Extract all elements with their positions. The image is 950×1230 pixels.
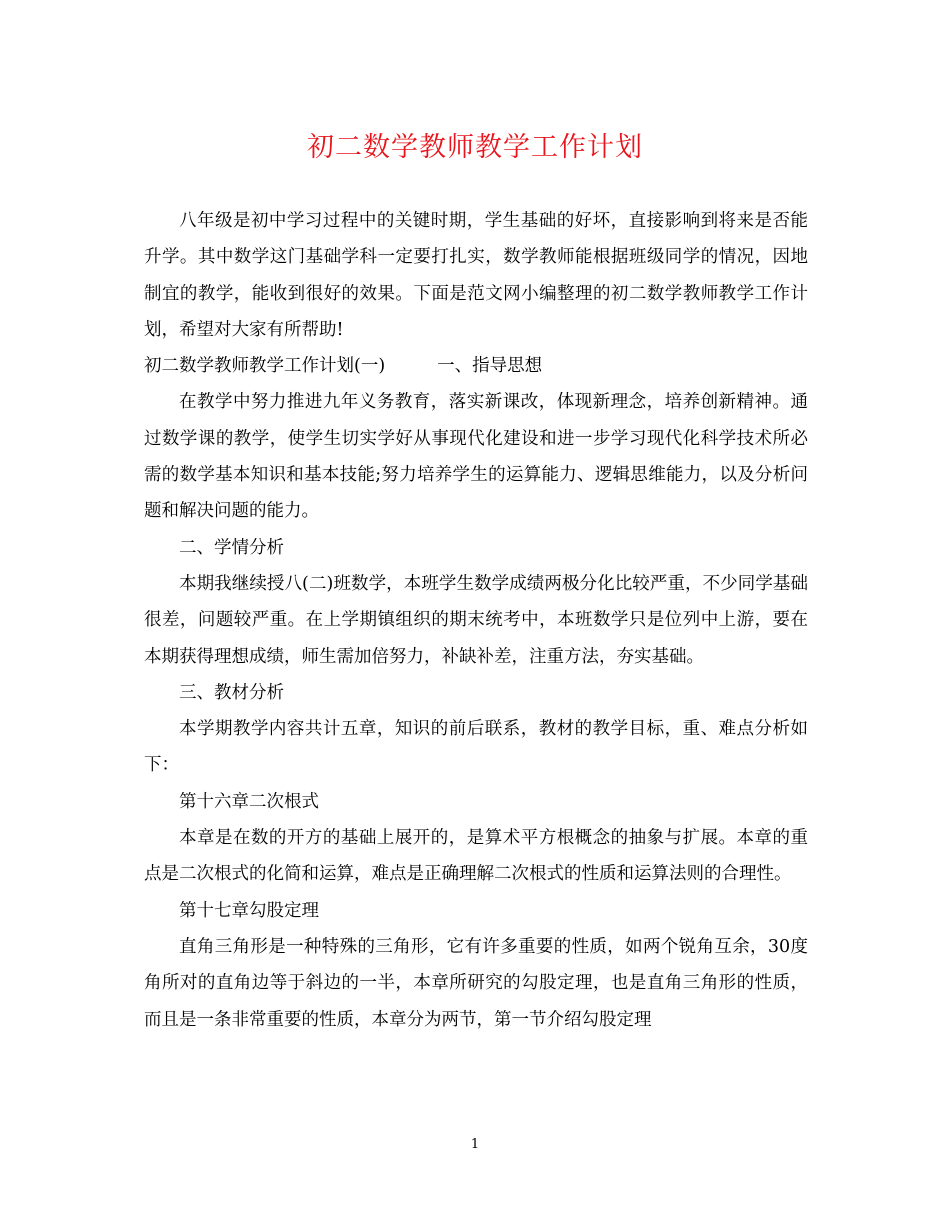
plan-heading-line bbox=[144, 348, 808, 384]
textbook-analysis-heading: 三、教材分析 bbox=[179, 682, 284, 703]
page-number: 1 bbox=[470, 1137, 480, 1152]
guiding-ideology-paragraph: 在教学中努力推进九年义务教育，落实新课改，体现新理念，培养创新精神。通过数学课的教学，使学生切实学好从事现代化建设和进一步学习现代化科学技术所必需的数学基本知识和基本技能;努力培养学生的运算能力、逻辑思维能力，以及分析问题和解决问题的能力。 bbox=[144, 392, 808, 522]
textbook-analysis-paragraph: 本学期教学内容共计五章，知识的前后联系，教材的教学目标，重、难点分析如下： bbox=[144, 719, 808, 776]
chapter-16-heading: 第十六章二次根式 bbox=[179, 791, 319, 812]
document-body bbox=[144, 203, 808, 1038]
chapter-17-heading: 第十七章勾股定理 bbox=[179, 900, 319, 921]
plan-section-title: 初二数学教师教学工作计划(一) bbox=[144, 356, 386, 377]
guiding-ideology-heading: 一、指导思想 bbox=[437, 356, 543, 377]
intro-paragraph: 八年级是初中学习过程中的关键时期，学生基础的好坏，直接影响到将来是否能升学。其中数学这门基础学科一定要打扎实，数学教师能根据班级同学的情况，因地制宜的教学，能收到很好的效果。下面是范文网小编整理的初二数学教师教学工作计划，希望对大家有所帮助! bbox=[144, 211, 808, 340]
student-analysis-paragraph: 本期我继续授八(二)班数学，本班学生数学成绩两极分化比较严重，不少同学基础很差，问题较严重。在上学期镇组织的期末统考中，本班数学只是位列中上游，要在本期获得理想成绩，师生需加倍努力，补缺补差，注重方法，夯实基础。 bbox=[144, 573, 808, 667]
student-analysis-heading: 二、学情分析 bbox=[179, 537, 284, 558]
chapter-17-paragraph: 直角三角形是一种特殊的三角形，它有许多重要的性质，如两个锐角互余，30度角所对的直角边等于斜边的一半，本章所研究的勾股定理，也是直角三角形的性质，而且是一条非常重要的性质，本章分为两节，第一节介绍勾股定理 bbox=[144, 936, 808, 1030]
chapter-16-paragraph: 本章是在数的开方的基础上展开的，是算术平方根概念的抽象与扩展。本章的重点是二次根式的化简和运算，难点是正确理解二次根式的性质和运算法则的合理性。 bbox=[144, 828, 808, 885]
document-title: 初二数学教师教学工作计划 bbox=[307, 132, 643, 163]
